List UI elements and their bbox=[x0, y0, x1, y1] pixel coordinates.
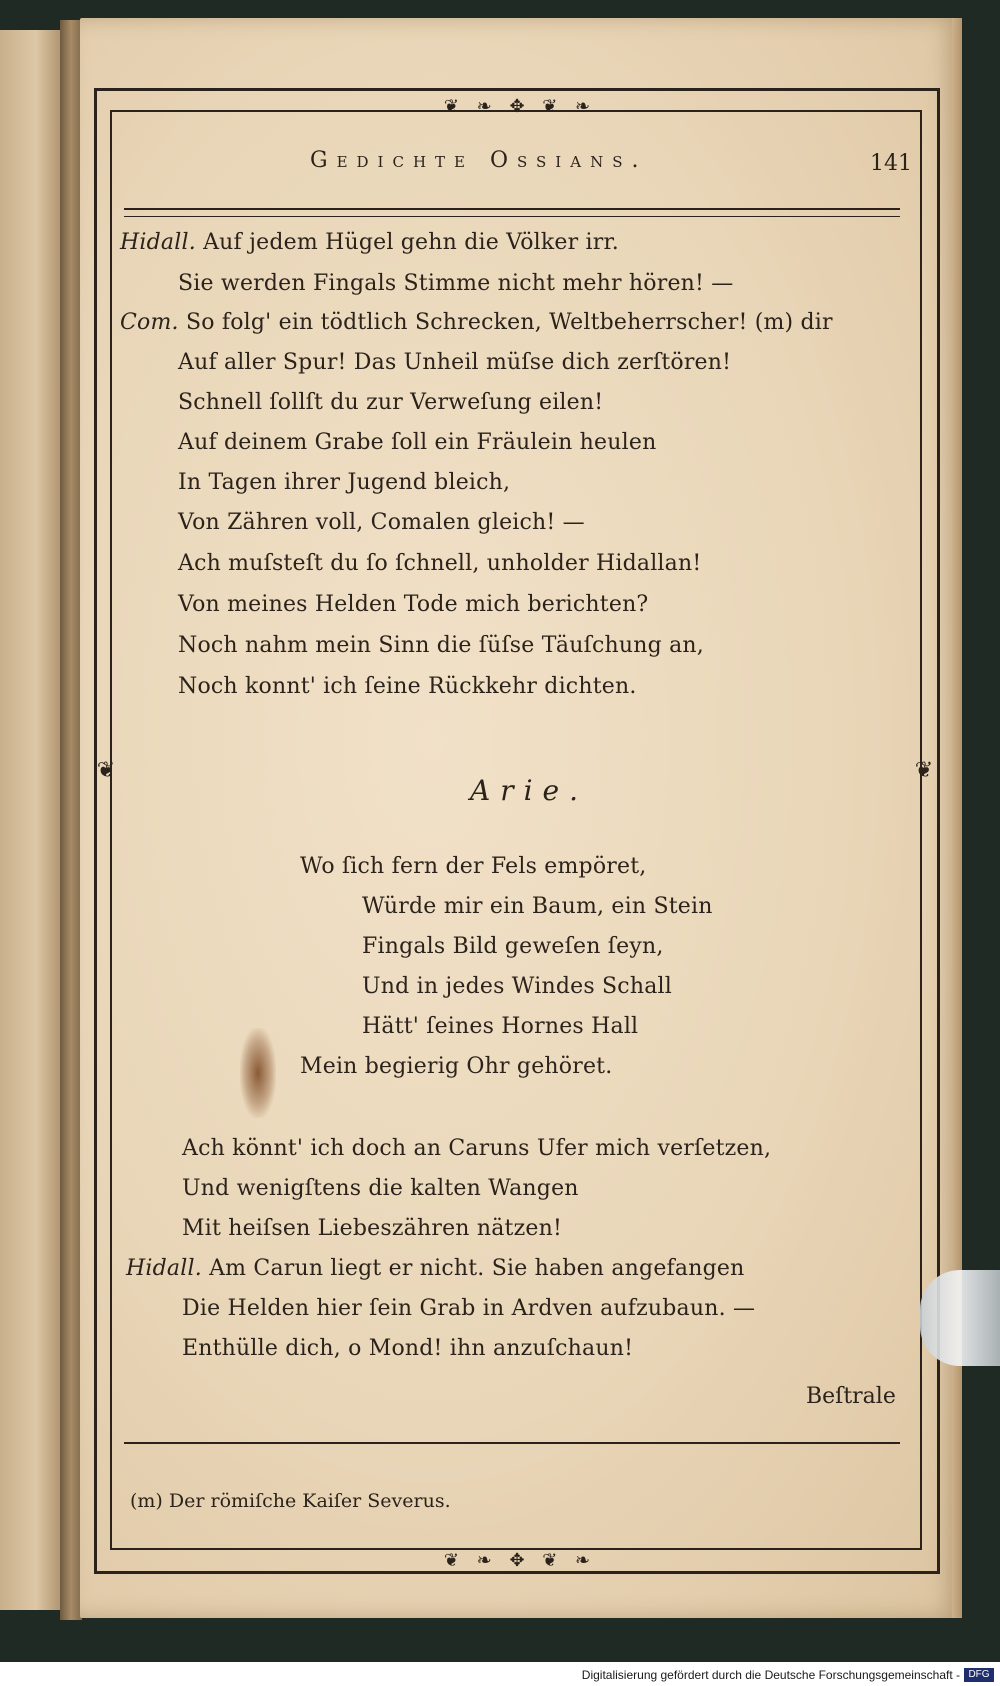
verse-text: Noch konnt' ich ſeine Rückkehr dichten. bbox=[178, 674, 637, 699]
verse-text: Auf jedem Hügel gehn die Völker irr. bbox=[203, 230, 619, 255]
verse-text: Und wenigſtens die kalten Wangen bbox=[182, 1176, 579, 1201]
verse-text: Auf deinem Grabe ſoll ein Fräulein heulen bbox=[178, 430, 657, 455]
speaker-label: Hidall. bbox=[126, 1256, 202, 1281]
verse-line bbox=[178, 592, 648, 617]
aria-line: Würde mir ein Baum, ein Stein bbox=[362, 894, 713, 919]
frame-ornament-bottom: ❦ ❧ ✥ ❦ ❧ bbox=[443, 1549, 597, 1571]
aria-line: Und in jedes Windes Schall bbox=[362, 974, 672, 999]
ink-stain bbox=[240, 1028, 276, 1118]
speaker-label: Com. bbox=[120, 310, 179, 335]
book-spine bbox=[60, 20, 82, 1620]
speaker-label: Hidall. bbox=[120, 230, 196, 255]
footnote: (m) Der römiſche Kaiſer Severus. bbox=[130, 1490, 451, 1512]
aria-line: Wo ſich fern der Fels empöret, bbox=[300, 854, 647, 879]
verse-text: Am Carun liegt er nicht. Sie haben angefangen bbox=[209, 1256, 745, 1281]
aria-line: Hätt' ſeines Hornes Hall bbox=[362, 1014, 639, 1039]
verse-line bbox=[120, 230, 619, 255]
verse-text: Von meines Helden Tode mich berichten? bbox=[178, 592, 649, 617]
verse-text: Von Zähren voll, Comalen gleich! — bbox=[178, 510, 585, 535]
digitization-footer bbox=[0, 1662, 1000, 1686]
verse-line bbox=[178, 430, 656, 455]
verse-text: Schnell ſollſt du zur Verweſung eilen! bbox=[178, 390, 604, 415]
verse-text: Noch nahm mein Sinn die ſüſse Täuſchung an, bbox=[178, 633, 704, 658]
running-title: Gedichte Ossians. bbox=[310, 148, 648, 173]
verse-line bbox=[120, 310, 833, 335]
verse-line bbox=[178, 390, 603, 415]
verse-text: Ach könnt' ich doch an Caruns Ufer mich verſetzen, bbox=[182, 1136, 772, 1161]
header-rule bbox=[124, 208, 900, 217]
verse-line bbox=[178, 350, 731, 375]
facing-page-edge bbox=[0, 30, 62, 1610]
catchword: Beſtrale bbox=[806, 1384, 896, 1409]
footnote-rule bbox=[124, 1442, 900, 1444]
verse-text: Sie werden Fingals Stimme nicht mehr hören! — bbox=[178, 271, 734, 296]
verse-text: So folg' ein tödtlich Schrecken, Weltbeherrscher! (m) dir bbox=[185, 310, 833, 335]
verse-line bbox=[182, 1336, 633, 1361]
verse-line bbox=[182, 1216, 562, 1241]
verse-line bbox=[178, 551, 701, 576]
verse-text: Die Helden hier ſein Grab in Ardven aufzubaun. — bbox=[182, 1296, 756, 1321]
page-edge bbox=[952, 18, 962, 1618]
page-clip bbox=[920, 1270, 1000, 1366]
funding-credit: Digitalisierung gefördert durch die Deutsche Forschungsgemeinschaft - bbox=[581, 1668, 960, 1682]
verse-line bbox=[182, 1176, 579, 1201]
verse-text: Ach muſsteſt du ſo ſchnell, unholder Hidallan! bbox=[178, 551, 702, 576]
verse-text: Enthülle dich, o Mond! ihn anzuſchaun! bbox=[182, 1336, 634, 1361]
aria-line: Mein begierig Ohr gehöret. bbox=[300, 1054, 613, 1079]
verse-text: Auf aller Spur! Das Unheil müſse dich zerſtören! bbox=[178, 350, 732, 375]
frame-ornament-top: ❦ ❧ ✥ ❦ ❧ bbox=[443, 95, 597, 117]
aria-line: Fingals Bild geweſen ſeyn, bbox=[362, 934, 664, 959]
book-page bbox=[80, 18, 960, 1618]
verse-line bbox=[178, 271, 733, 296]
dfg-logo-icon: DFG bbox=[964, 1668, 994, 1682]
verse-text: In Tagen ihrer Jugend bleich, bbox=[178, 470, 511, 495]
verse-line bbox=[178, 674, 637, 699]
verse-line bbox=[126, 1256, 744, 1281]
verse-line bbox=[182, 1296, 755, 1321]
aria-heading: Arie. bbox=[470, 774, 589, 807]
verse-text: Mit heiſsen Liebeszähren nätzen! bbox=[182, 1216, 563, 1241]
frame-ornament-right: ❦ bbox=[914, 758, 934, 783]
verse-line bbox=[182, 1136, 771, 1161]
verse-line bbox=[178, 470, 510, 495]
frame-ornament-left: ❦ bbox=[96, 758, 116, 783]
verse-line bbox=[178, 633, 704, 658]
page-number: 141 bbox=[870, 151, 912, 176]
verse-line bbox=[178, 510, 585, 535]
